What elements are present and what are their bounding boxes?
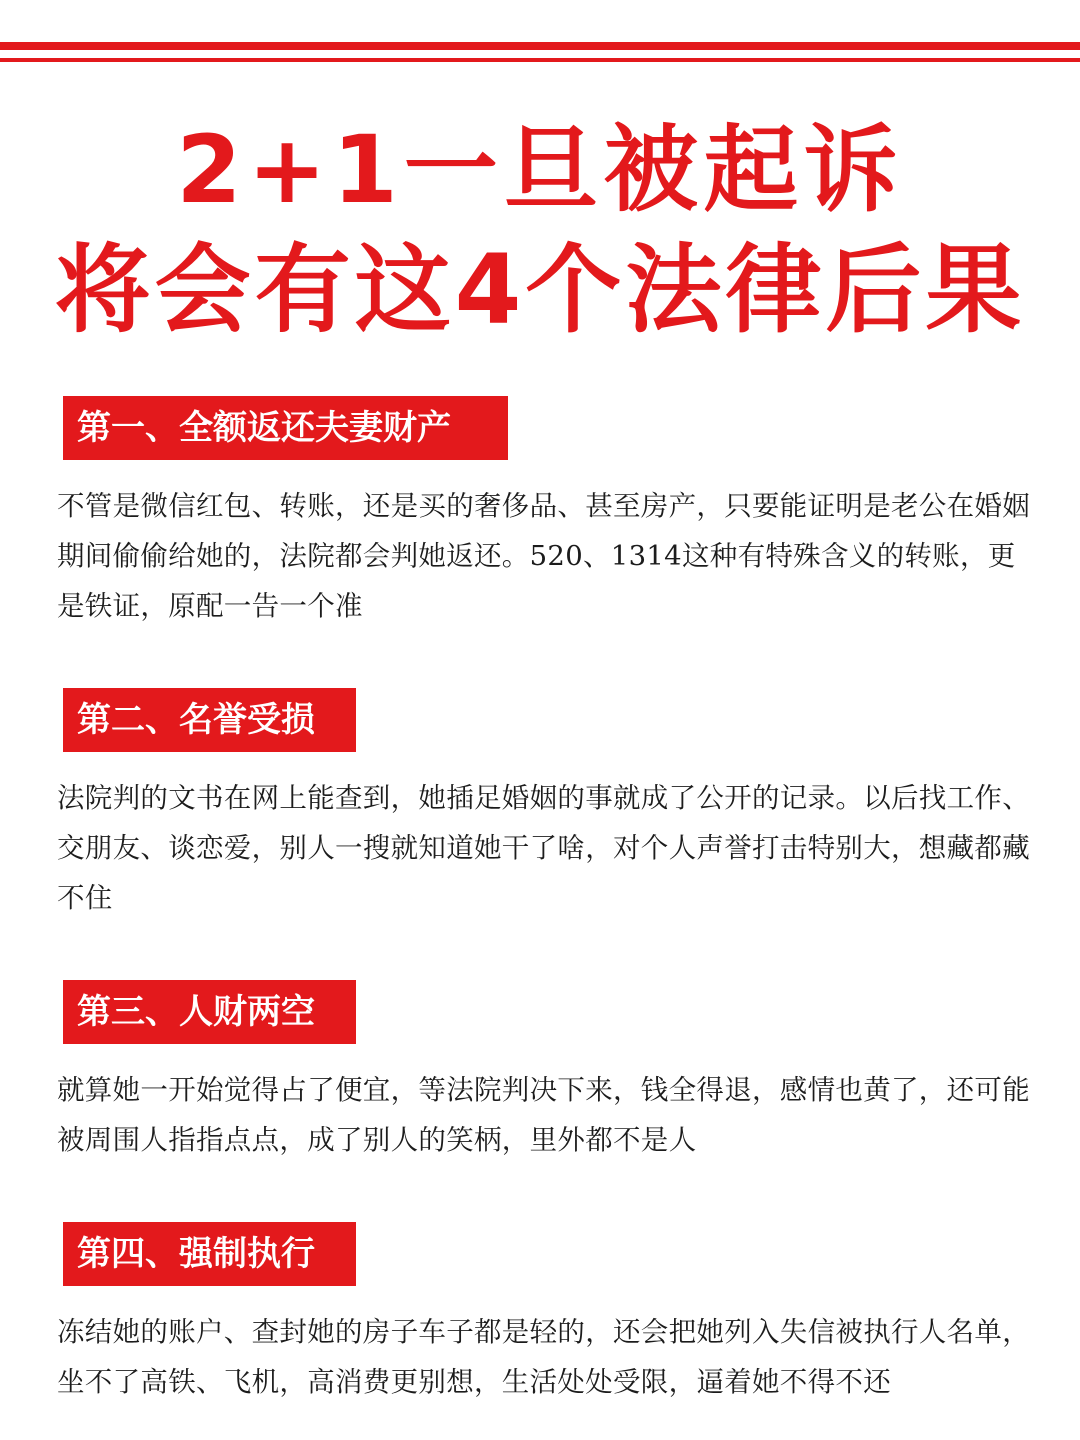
top-border-thin	[0, 58, 1080, 62]
section-body-4: 冻结她的账户、查封她的房子车子都是轻的，还会把她列入失信被执行人名单，坐不了高铁、飞机，高消费更别想，生活处处受限，逼着她不得不还	[57, 1316, 1030, 1398]
section-body-3: 就算她一开始觉得占了便宜，等法院判决下来，钱全得退，感情也黄了，还可能被周围人指指点点，成了别人的笑柄，里外都不是人	[57, 1074, 1030, 1156]
section-body-1: 不管是微信红包、转账，还是买的奢侈品、甚至房产，只要能证明是老公在婚姻期间偷偷给她的，法院都会判她返还。520、1314这种有特殊含义的转账，更是铁证，原配一告一个准	[57, 490, 1030, 622]
section-heading-4: 第四、强制执行	[63, 1222, 356, 1286]
section-heading-1: 第一、全额返还夫妻财产	[63, 396, 508, 460]
section-heading-2: 第二、名誉受损	[63, 688, 356, 752]
section-heading-3: 第三、人财两空	[63, 980, 356, 1044]
page-title-line-1: 2+1一旦被起诉	[176, 116, 904, 225]
top-border-thick	[0, 42, 1080, 50]
section-body-2: 法院判的文书在网上能查到，她插足婚姻的事就成了公开的记录。以后找工作、交朋友、谈恋爱，别人一搜就知道她干了啥，对个人声誉打击特别大，想藏都藏不住	[57, 782, 1030, 914]
page-title-line-2: 将会有这4个法律后果	[54, 234, 1026, 346]
